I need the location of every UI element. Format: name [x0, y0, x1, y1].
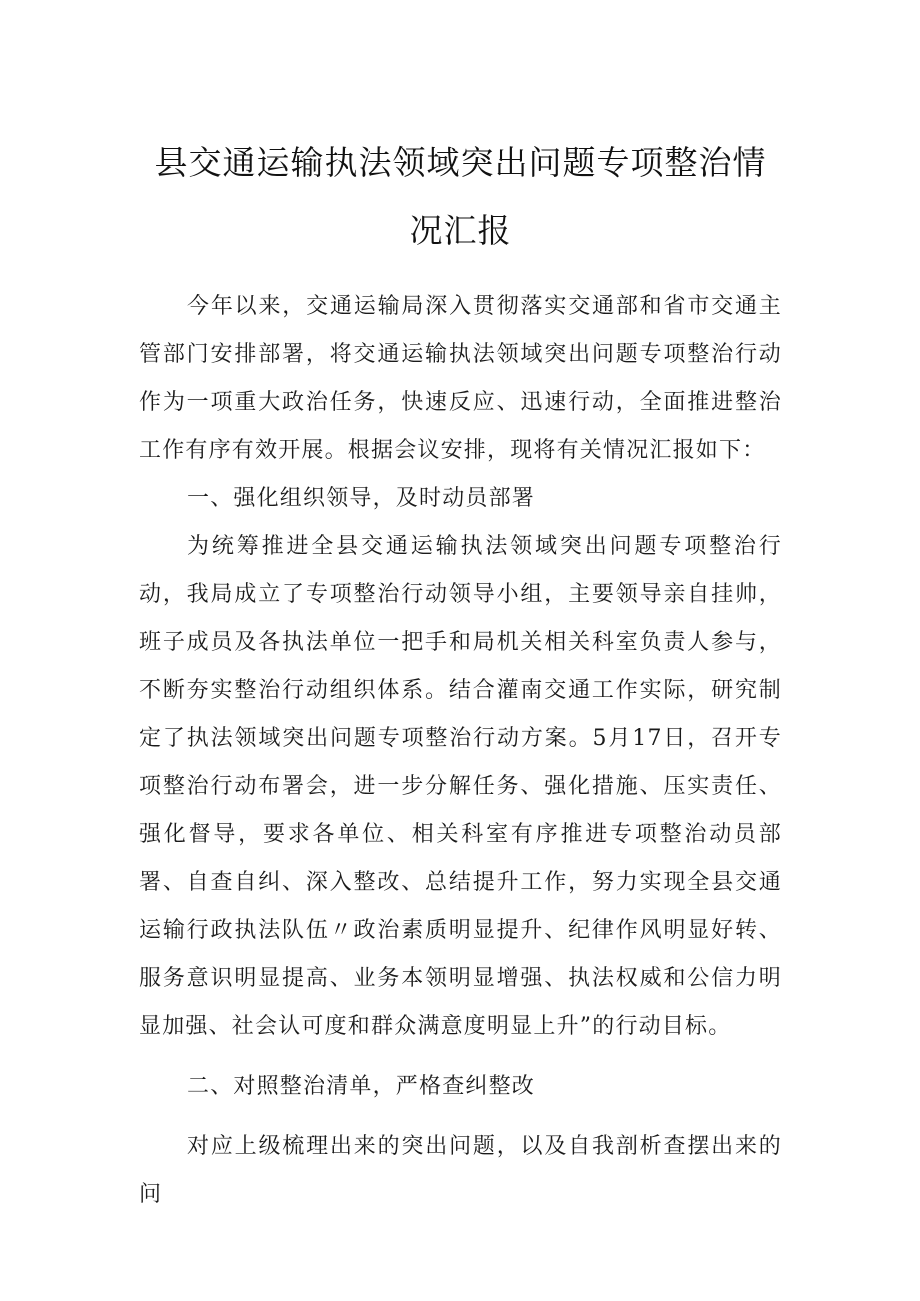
title-line-1: 县交通运输执法领域突出问题专项整治情 — [154, 143, 767, 182]
paragraph-section-1: 为统筹推进全县交通运输执法领域突出问题专项整治行动，我局成立了专项整治行动领导小组，主要领导亲自挂帅，班子成员及各执法单位一把手和局机关相关科室负责人参与，不断夯实整治行动组织体系。结合灌南交通工作实际，研究制定了执法领域突出问题专项整治行动方案。5月17日，召开专项整治行动布署会，进一步分解任务、强化措施、压实责任、强化督导，要求各单位、相关科室有序推进专项整治动员部署、自查自纠、深入整改、总结提升工作，努力实现全县交通运输行政执法队伍〃政治素质明显提升、纪律作风明显好转、服务意识明显提高、业务本领明显增强、执法权威和公信力明显加强、社会认可度和群众满意度明显上升”的行动目标。 — [139, 534, 782, 1039]
section-heading-2: 二、对照整治清单，严格查纠整改 — [187, 1074, 536, 1099]
title-line-2: 况汇报 — [409, 211, 512, 250]
section-heading-1: 一、强化组织领导，及时动员部署 — [187, 486, 536, 511]
document-title — [139, 133, 782, 261]
paragraph-section-2: 对应上级梳理出来的突出问题，以及自我剖析查摆出来的问 — [139, 1134, 782, 1207]
document-body — [139, 283, 782, 1219]
paragraph-intro: 今年以来，交通运输局深入贯彻落实交通部和省市交通主管部门安排部署，将交通运输执法领域突出问题专项整治行动作为一项重大政治任务，快速反应、迅速行动，全面推进整治工作有序有效开展。根据会议安排，现将有关情况汇报如下： — [139, 294, 782, 463]
